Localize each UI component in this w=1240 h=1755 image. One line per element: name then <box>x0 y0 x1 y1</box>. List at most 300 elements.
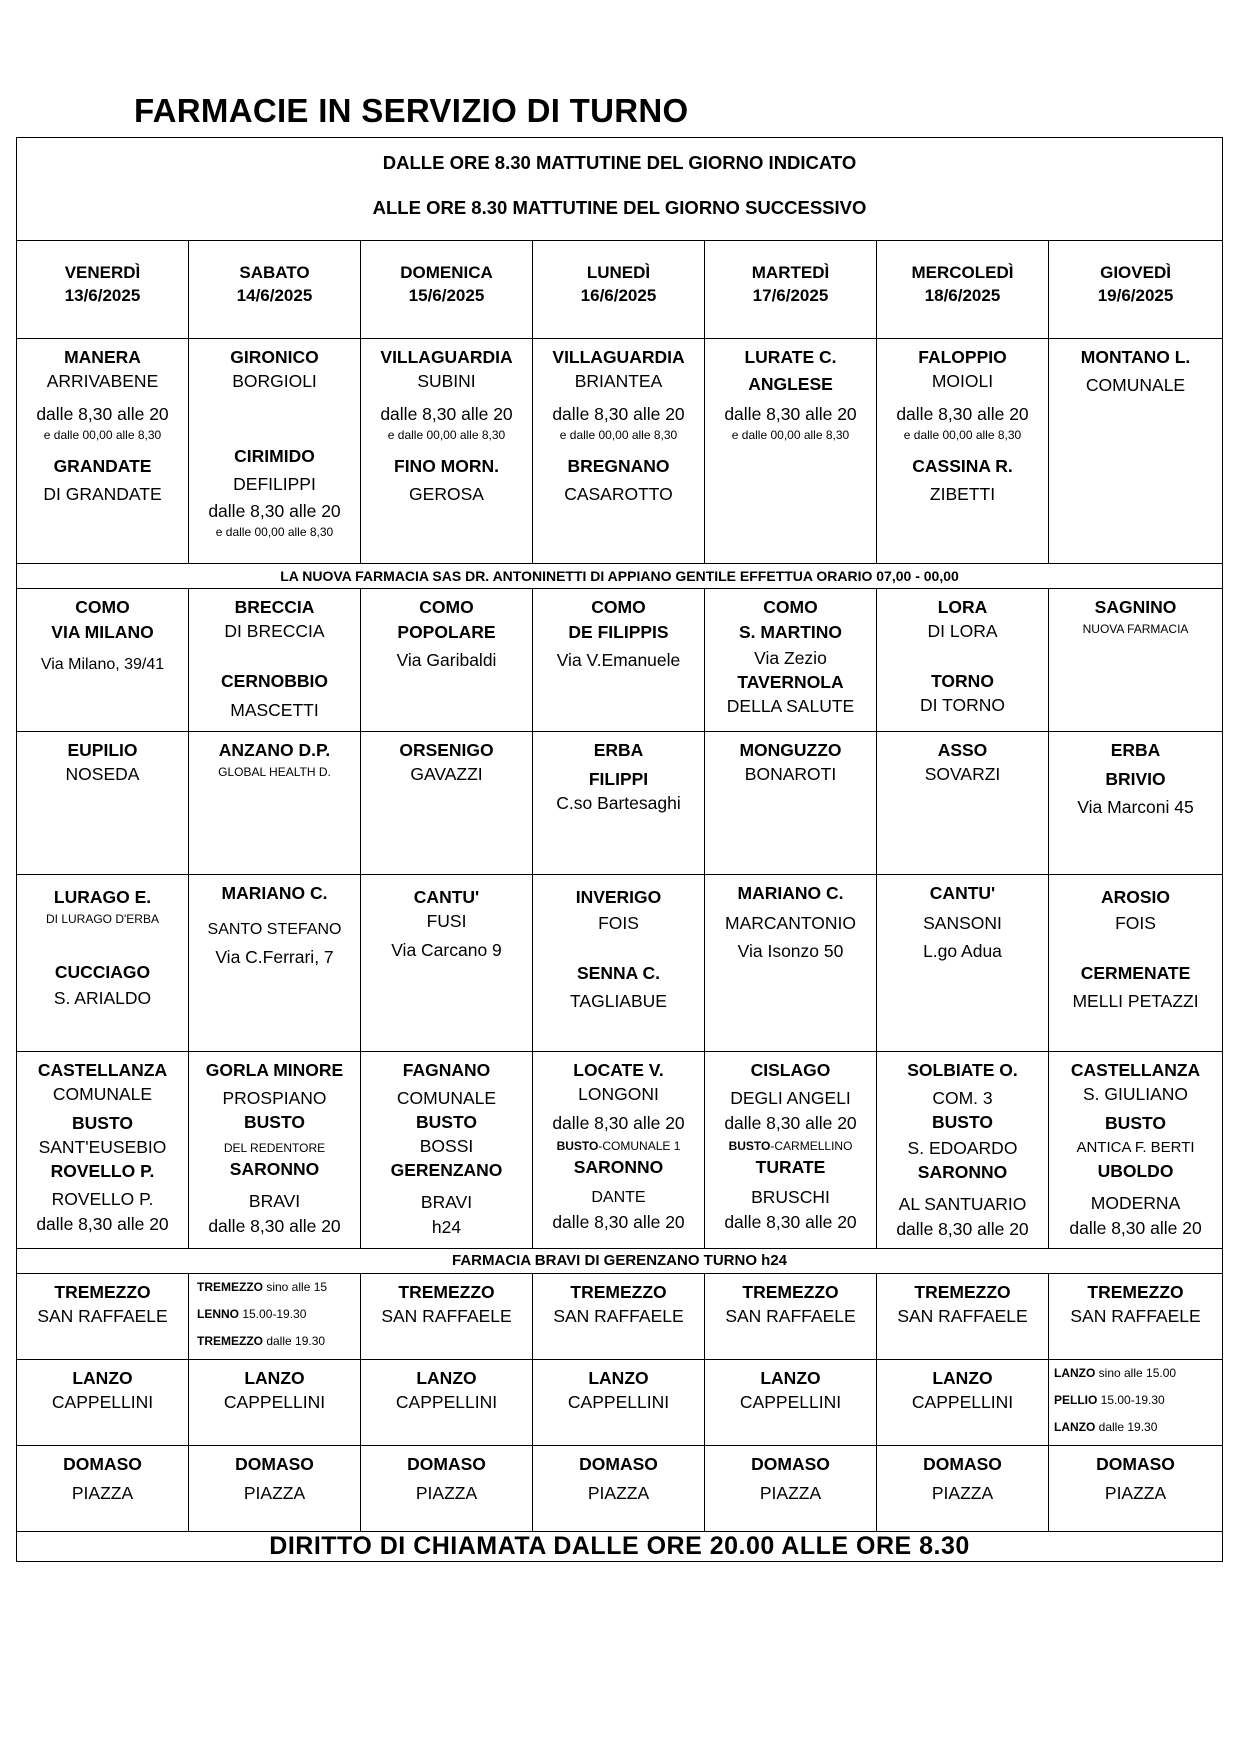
hours-text: dalle 8,30 alle 20 <box>724 404 857 424</box>
day-date: 19/6/2025 <box>1097 286 1174 305</box>
banner-line-2: ALLE ORE 8.30 MATTUTINE DEL GIORNO SUCCESSIVO <box>372 197 867 218</box>
town-label: BREGNANO <box>567 456 670 476</box>
pharmacy-cell <box>1049 339 1223 564</box>
pharmacy-cell <box>877 339 1049 564</box>
pharmacy-name: BRIANTEA <box>574 371 663 391</box>
pharmacy-name: SOVARZI <box>924 764 1001 784</box>
pharmacy-name: FILIPPI <box>588 769 649 789</box>
day-name: MERCOLEDÌ <box>911 263 1014 282</box>
town-label: EUPILIO <box>67 740 138 760</box>
schedule-line <box>189 1274 360 1301</box>
town-label: GERENZANO <box>390 1160 503 1180</box>
pharmacy-cell <box>17 1274 189 1360</box>
pharmacy-name: CAPPELLINI <box>223 1392 326 1412</box>
pharmacy-cell <box>361 1360 533 1446</box>
pharmacy-cell <box>533 1446 705 1532</box>
pharmacy-name: BRAVI <box>420 1192 473 1212</box>
busto-town: BUSTO <box>556 1139 599 1153</box>
town-label: LOCATE V. <box>573 1060 664 1080</box>
pharmacy-cell <box>361 732 533 875</box>
pharmacy-name: DE FILIPPIS <box>568 622 669 642</box>
address-text: Via Zezio <box>754 648 827 668</box>
pharmacy-name: SAN RAFFAELE <box>381 1306 512 1326</box>
pharmacy-name: DI LORA <box>927 621 998 641</box>
pharmacy-cell <box>189 339 361 564</box>
pharmacy-name: MOIOLI <box>931 371 994 391</box>
pharmacy-cell <box>705 875 877 1052</box>
pharmacy-name: CAPPELLINI <box>51 1392 154 1412</box>
pharmacy-name: PIAZZA <box>1104 1483 1167 1503</box>
day-header <box>705 241 877 339</box>
pharmacy-name: SAN RAFFAELE <box>37 1306 168 1326</box>
day-header <box>533 241 705 339</box>
town-label: MONGUZZO <box>739 740 842 760</box>
pharmacy-name: DEGLI ANGELI <box>730 1088 851 1108</box>
town-label: SARONNO <box>229 1159 320 1179</box>
town-label: TREMEZZO <box>742 1282 839 1302</box>
note-row <box>17 1249 1223 1274</box>
address-text: Via V.Emanuele <box>556 650 681 670</box>
town-label: ERBA <box>593 740 644 760</box>
bravi-note: FARMACIA BRAVI DI GERENZANO TURNO h24 <box>17 1249 1223 1274</box>
pharmacy-name: PIAZZA <box>71 1483 134 1503</box>
town-label: LANZO <box>244 1368 305 1388</box>
pharmacy-name: S. GIULIANO <box>1083 1084 1189 1104</box>
pharmacy-name: DI GRANDATE <box>43 484 162 504</box>
town-label: CANTU' <box>929 883 996 903</box>
day-header <box>17 241 189 339</box>
town-label: GIRONICO <box>230 347 319 367</box>
town-label: VILLAGUARDIA <box>380 347 513 367</box>
pharmacy-name: GEROSA <box>409 484 484 504</box>
pharmacy-name: PROSPIANO <box>222 1088 327 1108</box>
pharmacy-cell <box>189 1274 361 1360</box>
pharmacy-name: ARRIVABENE <box>46 371 159 391</box>
pharmacy-name: BONAROTI <box>744 764 837 784</box>
town-label: ANZANO D.P. <box>218 740 331 760</box>
day-date: 13/6/2025 <box>64 286 141 305</box>
pharmacy-name: DI TORNO <box>920 695 1005 715</box>
pharmacy-name: BRAVI <box>248 1191 301 1211</box>
pharmacy-name: PIAZZA <box>415 1483 478 1503</box>
hours-text: dalle 8,30 alle 20 <box>552 404 685 424</box>
pharmacy-cell <box>17 732 189 875</box>
pharmacy-cell <box>189 732 361 875</box>
address-text: Via Garibaldi <box>396 650 497 670</box>
pharmacy-name: GAVAZZI <box>410 764 483 784</box>
pharmacy-row <box>17 589 1223 732</box>
town-label: MANERA <box>64 347 141 367</box>
pharmacy-row <box>17 1360 1223 1446</box>
pharmacy-cell <box>1049 1274 1223 1360</box>
town-label: COMO <box>75 597 130 617</box>
day-name: GIOVEDÌ <box>1100 263 1171 282</box>
town-label: DOMASO <box>235 1454 314 1474</box>
town-label: MONTANO L. <box>1080 347 1191 367</box>
pharmacy-name: SANT'EUSEBIO <box>38 1137 167 1157</box>
day-date: 17/6/2025 <box>752 286 829 305</box>
town-label: SENNA C. <box>577 963 660 983</box>
hours-text: dalle 8,30 alle 20 <box>1069 1218 1202 1238</box>
pharmacy-cell <box>877 1360 1049 1446</box>
town-label: LANZO <box>1054 1420 1096 1434</box>
town-label: SARONNO <box>917 1162 1008 1182</box>
town-label: LANZO <box>1054 1366 1096 1380</box>
pharmacy-cell <box>705 589 877 732</box>
hours-extra-text: e dalle 00,00 alle 8,30 <box>559 428 678 442</box>
town-label: FALOPPIO <box>918 347 1007 367</box>
page-title: FARMACIE IN SERVIZIO DI TURNO <box>134 92 689 129</box>
pharmacy-name: PIAZZA <box>931 1483 994 1503</box>
address-text: C.so Bartesaghi <box>556 793 681 813</box>
town-label: SAGNINO <box>1094 597 1177 617</box>
town-label: TREMEZZO <box>570 1282 667 1302</box>
pharmacy-cell <box>877 1052 1049 1249</box>
pharmacy-cell <box>361 589 533 732</box>
schedule-time: dalle 19.30 <box>1095 1420 1158 1434</box>
schedule-time: 15.00-19.30 <box>239 1307 307 1321</box>
town-label: UBOLDO <box>1097 1161 1174 1181</box>
hours-extra-text: e dalle 00,00 alle 8,30 <box>387 428 506 442</box>
schedule-line <box>1049 1414 1222 1441</box>
pharmacy-name: DELLA SALUTE <box>726 696 855 716</box>
town-label: GORLA MINORE <box>205 1060 344 1080</box>
pharmacy-cell <box>361 875 533 1052</box>
pharmacy-cell <box>533 732 705 875</box>
town-label: COMO <box>591 597 646 617</box>
address-text: Via Isonzo 50 <box>737 941 844 961</box>
day-name: SABATO <box>239 263 310 282</box>
pharmacy-cell <box>533 875 705 1052</box>
town-label: BUSTO <box>1105 1113 1166 1133</box>
footer-row <box>17 1532 1223 1562</box>
pharmacy-name: BOSSI <box>419 1136 474 1156</box>
pharmacy-cell <box>877 589 1049 732</box>
pharmacy-cell <box>17 1360 189 1446</box>
hours-text: dalle 8,30 alle 20 <box>724 1113 857 1133</box>
pharmacy-name: SAN RAFFAELE <box>897 1306 1028 1326</box>
pharmacy-name: NOSEDA <box>65 764 140 784</box>
pharmacy-name: COMUNALE <box>396 1088 497 1108</box>
pharmacy-name: S. ARIALDO <box>53 988 152 1008</box>
pharmacy-name: PIAZZA <box>587 1483 650 1503</box>
pharmacy-name: CAPPELLINI <box>395 1392 498 1412</box>
town-label: LANZO <box>932 1368 993 1388</box>
pharmacy-cell <box>1049 1446 1223 1532</box>
town-label: TURATE <box>755 1157 826 1177</box>
pharmacy-cell <box>1049 589 1223 732</box>
busto-pharmacy <box>533 1137 704 1155</box>
town-label: CANTU' <box>413 887 480 907</box>
town-label: TREMEZZO <box>1087 1282 1184 1302</box>
pharmacy-cell <box>17 1052 189 1249</box>
pharmacy-name: PIAZZA <box>759 1483 822 1503</box>
pharmacy-name: DANTE <box>591 1189 646 1206</box>
pharmacy-row <box>17 1274 1223 1360</box>
note-row <box>17 564 1223 589</box>
town-label: TORNO <box>931 671 994 691</box>
town-label: DOMASO <box>63 1454 142 1474</box>
town-label: ERBA <box>1110 740 1161 760</box>
pharmacy-name: CAPPELLINI <box>739 1392 842 1412</box>
town-label: LANZO <box>760 1368 821 1388</box>
town-label: CUCCIAGO <box>54 962 151 982</box>
town-label: CASTELLANZA <box>1070 1060 1201 1080</box>
town-label: TREMEZZO <box>54 1282 151 1302</box>
pharmacy-cell <box>361 339 533 564</box>
town-label: ORSENIGO <box>399 740 494 760</box>
town-label: FINO MORN. <box>394 456 499 476</box>
pharmacy-cell <box>533 1052 705 1249</box>
day-name: VENERDÌ <box>64 263 141 282</box>
pharmacy-name: CAPPELLINI <box>911 1392 1014 1412</box>
schedule-time: sino alle 15.00 <box>1095 1366 1177 1380</box>
day-name: DOMENICA <box>400 263 493 282</box>
pharmacy-cell <box>17 1446 189 1532</box>
pharmacy-name: AL SANTUARIO <box>898 1194 1027 1214</box>
address-text: Via Milano, 39/41 <box>40 656 165 673</box>
day-header <box>361 241 533 339</box>
pharmacy-name: SUBINI <box>417 371 476 391</box>
pharmacy-cell <box>17 875 189 1052</box>
schedule-line <box>189 1328 360 1355</box>
pharmacy-name: MARCANTONIO <box>725 913 856 933</box>
pharmacy-name: MELLI PETAZZI <box>1072 991 1199 1011</box>
town-label: CASSINA R. <box>912 456 1013 476</box>
address-text: Via C.Ferrari, 7 <box>215 947 334 967</box>
pharmacy-cell <box>361 1052 533 1249</box>
pharmacy-row <box>17 732 1223 875</box>
day-header <box>1049 241 1223 339</box>
hours-text: dalle 8,30 alle 20 <box>896 1219 1029 1239</box>
busto-name: -CARMELLINO <box>770 1139 853 1153</box>
schedule-time: 15.00-19.30 <box>1097 1393 1165 1407</box>
town-label: DOMASO <box>579 1454 658 1474</box>
pharmacy-cell <box>705 339 877 564</box>
pharmacy-cell <box>705 1274 877 1360</box>
pharmacy-name: DEL REDENTORE <box>223 1141 326 1155</box>
hours-text: dalle 8,30 alle 20 <box>724 1212 857 1232</box>
town-label: ROVELLO P. <box>50 1161 155 1181</box>
pharmacy-name: BRIVIO <box>1105 769 1166 789</box>
schedule-line <box>1049 1387 1222 1414</box>
pharmacy-cell <box>189 589 361 732</box>
pharmacy-name: SAN RAFFAELE <box>553 1306 684 1326</box>
town-label: BUSTO <box>244 1112 305 1132</box>
call-right-footer: DIRITTO DI CHIAMATA DALLE ORE 20.00 ALLE ORE 8.30 <box>17 1532 1223 1562</box>
hours-text: dalle 8,30 alle 20 <box>380 404 513 424</box>
hours-extra-text: e dalle 00,00 alle 8,30 <box>903 428 1022 442</box>
pharmacy-name: ANGLESE <box>748 374 833 394</box>
pharmacy-name: NUOVA FARMACIA <box>1082 622 1189 636</box>
pharmacy-cell <box>361 1446 533 1532</box>
town-label: LURAGO E. <box>53 887 152 907</box>
banner-line-1: DALLE ORE 8.30 MATTUTINE DEL GIORNO INDICATO <box>382 152 857 173</box>
pharmacy-cell <box>533 1274 705 1360</box>
town-label: BRECCIA <box>234 597 315 617</box>
pharmacy-name: CASAROTTO <box>564 484 673 504</box>
duty-schedule-table <box>16 137 1223 1562</box>
busto-town: BUSTO <box>728 1139 771 1153</box>
pharmacy-name: CAPPELLINI <box>567 1392 670 1412</box>
pharmacy-cell <box>189 875 361 1052</box>
town-label: LANZO <box>72 1368 133 1388</box>
pharmacy-cell <box>1049 732 1223 875</box>
appiano-note: LA NUOVA FARMACIA SAS DR. ANTONINETTI DI APPIANO GENTILE EFFETTUA ORARIO 07,00 - 00,00 <box>17 564 1223 589</box>
hours-extra-text: e dalle 00,00 alle 8,30 <box>215 525 334 539</box>
pharmacy-name: SANSONI <box>923 913 1002 933</box>
pharmacy-cell <box>705 1446 877 1532</box>
town-label: LANZO <box>416 1368 477 1388</box>
busto-pharmacy <box>705 1137 876 1155</box>
pharmacy-cell <box>705 1360 877 1446</box>
schedule-line <box>1049 1360 1222 1387</box>
town-label: ASSO <box>937 740 988 760</box>
pharmacy-cell <box>705 732 877 875</box>
town-label: CERMENATE <box>1080 963 1191 983</box>
pharmacy-name: ZIBETTI <box>929 484 996 504</box>
schedule-time: sino alle 15 <box>263 1280 328 1294</box>
town-label: MARIANO C. <box>737 883 844 903</box>
pharmacy-cell <box>533 589 705 732</box>
pharmacy-cell <box>877 875 1049 1052</box>
town-label: CIRIMIDO <box>234 446 315 466</box>
town-label: COMO <box>763 597 818 617</box>
town-label: LORA <box>937 597 988 617</box>
pharmacy-name: FOIS <box>598 913 639 933</box>
pharmacy-cell <box>877 1274 1049 1360</box>
town-label: TAVERNOLA <box>737 672 844 692</box>
pharmacy-cell <box>533 1360 705 1446</box>
day-name: MARTEDÌ <box>751 263 830 282</box>
town-label: SOLBIATE O. <box>907 1060 1018 1080</box>
town-label: DOMASO <box>1096 1454 1175 1474</box>
town-label: DOMASO <box>751 1454 830 1474</box>
town-label: TREMEZZO <box>914 1282 1011 1302</box>
day-header-row <box>17 241 1223 339</box>
town-label: DOMASO <box>407 1454 486 1474</box>
pharmacy-name: COMUNALE <box>52 1084 153 1104</box>
pharmacy-name: FUSI <box>426 911 467 931</box>
town-label: LANZO <box>588 1368 649 1388</box>
pharmacy-row <box>17 875 1223 1052</box>
pharmacy-name: POPOLARE <box>397 622 496 642</box>
service-hours-banner <box>17 138 1223 241</box>
town-label: LURATE C. <box>744 347 837 367</box>
town-label: FAGNANO <box>402 1060 491 1080</box>
pharmacy-name: SAN RAFFAELE <box>725 1306 856 1326</box>
town-label: TREMEZZO <box>197 1280 263 1294</box>
town-label: MARIANO C. <box>221 883 328 903</box>
pharmacy-cell <box>533 339 705 564</box>
pharmacy-name: DI BRECCIA <box>224 621 325 641</box>
pharmacy-name: DEFILIPPI <box>233 474 316 494</box>
pharmacy-name: DI LURAGO D'ERBA <box>46 912 159 926</box>
pharmacy-name: BORGIOLI <box>232 371 317 391</box>
town-label: LENNO <box>197 1307 239 1321</box>
town-label: BUSTO <box>72 1113 133 1133</box>
day-date: 15/6/2025 <box>408 286 485 305</box>
busto-name: -COMUNALE 1 <box>598 1139 681 1153</box>
hours-text: dalle 8,30 alle 20 <box>896 404 1029 424</box>
address-text: Via Marconi 45 <box>1077 797 1194 817</box>
schedule-time: dalle 19.30 <box>263 1334 326 1348</box>
banner-row <box>17 138 1223 241</box>
day-date: 18/6/2025 <box>924 286 1001 305</box>
pharmacy-cell <box>1049 1360 1223 1446</box>
address-text: Via Carcano 9 <box>391 940 502 960</box>
town-label: AROSIO <box>1101 887 1171 907</box>
pharmacy-name: MODERNA <box>1090 1193 1181 1213</box>
pharmacy-name: FOIS <box>1115 913 1156 933</box>
address-text: L.go Adua <box>923 941 1002 961</box>
day-header <box>877 241 1049 339</box>
pharmacy-cell <box>1049 1052 1223 1249</box>
pharmacy-name: SANTO STEFANO <box>207 921 342 938</box>
pharmacy-name: MASCETTI <box>230 700 319 720</box>
pharmacy-cell <box>189 1446 361 1532</box>
pharmacy-name: LONGONI <box>578 1084 659 1104</box>
pharmacy-cell <box>705 1052 877 1249</box>
hours-extra-text: e dalle 00,00 alle 8,30 <box>43 428 162 442</box>
pharmacy-cell <box>877 1446 1049 1532</box>
day-header <box>189 241 361 339</box>
pharmacy-name: ROVELLO P. <box>51 1189 154 1209</box>
pharmacy-name: GLOBAL HEALTH D. <box>218 765 331 779</box>
pharmacy-name: VIA MILANO <box>51 622 154 642</box>
pharmacy-row <box>17 1446 1223 1532</box>
pharmacy-name: S. EDOARDO <box>907 1138 1018 1158</box>
pharmacy-name: BRUSCHI <box>751 1187 830 1207</box>
pharmacy-name: PIAZZA <box>243 1483 306 1503</box>
pharmacy-cell <box>189 1052 361 1249</box>
town-label: CASTELLANZA <box>37 1060 168 1080</box>
h24-label: h24 <box>431 1217 462 1237</box>
pharmacy-cell <box>189 1360 361 1446</box>
town-label: CERNOBBIO <box>221 671 328 691</box>
town-label: CISLAGO <box>750 1060 831 1080</box>
pharmacy-row <box>17 339 1223 564</box>
town-label: TREMEZZO <box>398 1282 495 1302</box>
pharmacy-name: TAGLIABUE <box>570 991 667 1011</box>
pharmacy-name: ANTICA F. BERTI <box>1076 1139 1195 1156</box>
town-label: INVERIGO <box>575 887 662 907</box>
pharmacy-cell <box>17 589 189 732</box>
pharmacy-name: SAN RAFFAELE <box>1070 1306 1201 1326</box>
pharmacy-name: S. MARTINO <box>738 622 843 642</box>
pharmacy-cell <box>17 339 189 564</box>
town-label: COMO <box>419 597 474 617</box>
town-label: TREMEZZO <box>197 1334 263 1348</box>
town-label: VILLAGUARDIA <box>552 347 685 367</box>
hours-text: dalle 8,30 alle 20 <box>552 1212 685 1232</box>
town-label: BUSTO <box>416 1112 477 1132</box>
pharmacy-cell <box>877 732 1049 875</box>
hours-text: dalle 8,30 alle 20 <box>208 501 341 521</box>
pharmacy-cell <box>1049 875 1223 1052</box>
town-label: BUSTO <box>932 1112 993 1132</box>
hours-text: dalle 8,30 alle 20 <box>36 1214 169 1234</box>
day-name: LUNEDÌ <box>586 263 651 282</box>
schedule-line <box>189 1301 360 1328</box>
pharmacy-name: COM. 3 <box>932 1088 993 1108</box>
pharmacy-row <box>17 1052 1223 1249</box>
town-label: PELLIO <box>1054 1393 1098 1407</box>
pharmacy-name: COMUNALE <box>1085 375 1186 395</box>
hours-text: dalle 8,30 alle 20 <box>552 1113 685 1133</box>
day-date: 16/6/2025 <box>580 286 657 305</box>
hours-text: dalle 8,30 alle 20 <box>36 404 169 424</box>
